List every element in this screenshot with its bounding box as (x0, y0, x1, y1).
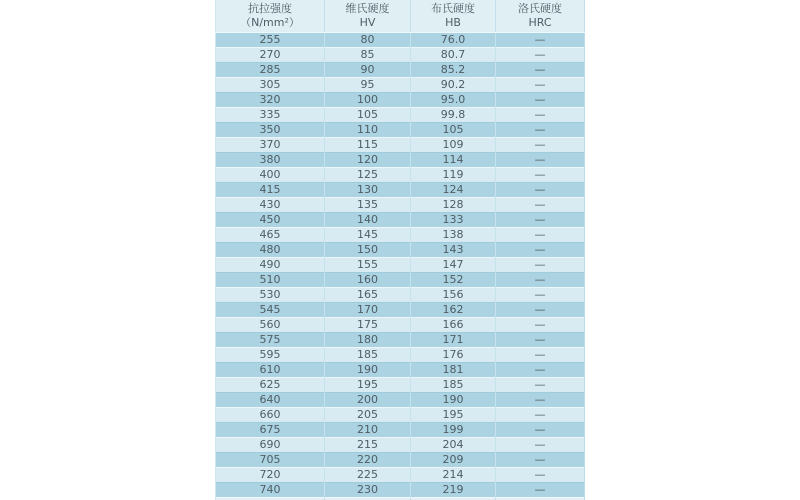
column-header-brinell-hb (411, 0, 496, 33)
table-cell: 85 (325, 48, 411, 63)
column-title: 布氏硬度 (431, 2, 475, 15)
table-row (216, 288, 585, 303)
table-cell: 162 (411, 303, 496, 318)
table-row (216, 228, 585, 243)
table-cell: 147 (411, 258, 496, 273)
table-cell: 175 (325, 318, 411, 333)
table-row (216, 303, 585, 318)
table-cell: 510 (216, 273, 325, 288)
table-cell: 138 (411, 228, 496, 243)
table-cell: 135 (325, 198, 411, 213)
table-cell: 80.7 (411, 48, 496, 63)
table-cell: 530 (216, 288, 325, 303)
table-cell: 195 (325, 378, 411, 393)
table-cell: 675 (216, 423, 325, 438)
table-cell: 130 (325, 183, 411, 198)
table-cell: — (496, 198, 585, 213)
table-cell: — (496, 48, 585, 63)
table-cell: — (496, 438, 585, 453)
table-row (216, 483, 585, 498)
table-cell: 114 (411, 153, 496, 168)
table-cell: 320 (216, 93, 325, 108)
table-row (216, 183, 585, 198)
table-cell: 380 (216, 153, 325, 168)
table-row (216, 108, 585, 123)
table-cell: — (496, 243, 585, 258)
table-cell: 150 (325, 243, 411, 258)
table-cell: 204 (411, 438, 496, 453)
table-cell: 270 (216, 48, 325, 63)
table-cell: 220 (325, 453, 411, 468)
table-cell: 115 (325, 138, 411, 153)
table-cell: 595 (216, 348, 325, 363)
table-row (216, 168, 585, 183)
table-cell: 80 (325, 33, 411, 48)
table-cell: 400 (216, 168, 325, 183)
table-cell: 450 (216, 213, 325, 228)
table-cell: 124 (411, 183, 496, 198)
table-row (216, 153, 585, 168)
table-row (216, 318, 585, 333)
table-cell: 119 (411, 168, 496, 183)
table-row (216, 408, 585, 423)
column-unit: （N/mm²） (240, 16, 300, 29)
table-row (216, 48, 585, 63)
table-cell: 120 (325, 153, 411, 168)
table-row (216, 258, 585, 273)
table-cell: — (496, 168, 585, 183)
table-cell: 430 (216, 198, 325, 213)
table-cell: — (496, 453, 585, 468)
table-cell: — (496, 63, 585, 78)
table-cell: 185 (325, 348, 411, 363)
table-row (216, 213, 585, 228)
table-cell: — (496, 213, 585, 228)
column-header-rockwell-hrc (496, 0, 585, 33)
table-cell: 99.8 (411, 108, 496, 123)
table-header-row (216, 0, 585, 33)
column-unit: HRC (528, 16, 552, 29)
table-cell: — (496, 348, 585, 363)
table-cell: — (496, 423, 585, 438)
table-cell: 128 (411, 198, 496, 213)
table-cell: — (496, 33, 585, 48)
table-cell: 90.2 (411, 78, 496, 93)
table-cell: — (496, 138, 585, 153)
table-row (216, 423, 585, 438)
table-cell: 350 (216, 123, 325, 138)
column-header-tensile-strength (216, 0, 325, 33)
table-cell: 176 (411, 348, 496, 363)
table-cell: 660 (216, 408, 325, 423)
table-cell: 490 (216, 258, 325, 273)
table-row (216, 123, 585, 138)
table-row (216, 363, 585, 378)
table-cell: 205 (325, 408, 411, 423)
table-cell: 640 (216, 393, 325, 408)
table-cell: 160 (325, 273, 411, 288)
table-cell: — (496, 408, 585, 423)
column-title: 洛氏硬度 (518, 2, 562, 15)
table-cell: 181 (411, 363, 496, 378)
table-cell: — (496, 183, 585, 198)
table-row (216, 243, 585, 258)
hardness-conversion-table (215, 0, 585, 500)
table-cell: 705 (216, 453, 325, 468)
table-cell: 170 (325, 303, 411, 318)
column-header-vickers-hv (325, 0, 411, 33)
table-cell: — (496, 333, 585, 348)
table-cell: — (496, 108, 585, 123)
table-cell: 190 (411, 393, 496, 408)
column-unit: HB (445, 16, 461, 29)
table-cell: 690 (216, 438, 325, 453)
table-cell: 575 (216, 333, 325, 348)
table-row (216, 273, 585, 288)
table-cell: 230 (325, 483, 411, 498)
table-cell: 100 (325, 93, 411, 108)
table-cell: 85.2 (411, 63, 496, 78)
table-cell: 560 (216, 318, 325, 333)
table-cell: 215 (325, 438, 411, 453)
table-cell: — (496, 378, 585, 393)
table-cell: 145 (325, 228, 411, 243)
table-row (216, 198, 585, 213)
table-cell: — (496, 393, 585, 408)
table-cell: 285 (216, 63, 325, 78)
table-row (216, 438, 585, 453)
table-cell: — (496, 483, 585, 498)
table-cell: 480 (216, 243, 325, 258)
table-cell: — (496, 123, 585, 138)
table-cell: 185 (411, 378, 496, 393)
table-row (216, 393, 585, 408)
table-cell: 105 (411, 123, 496, 138)
table-cell: 255 (216, 33, 325, 48)
table-cell: 125 (325, 168, 411, 183)
table-cell: — (496, 153, 585, 168)
table-cell: — (496, 468, 585, 483)
table-cell: 133 (411, 213, 496, 228)
table-row (216, 453, 585, 468)
column-unit: HV (359, 16, 376, 29)
table-row (216, 33, 585, 48)
table-cell: — (496, 318, 585, 333)
table-cell: 210 (325, 423, 411, 438)
table-row (216, 93, 585, 108)
table-row (216, 378, 585, 393)
table-cell: — (496, 363, 585, 378)
table-cell: — (496, 288, 585, 303)
table-cell: 109 (411, 138, 496, 153)
table-cell: 155 (325, 258, 411, 273)
table-cell: 95 (325, 78, 411, 93)
table-cell: — (496, 93, 585, 108)
column-title: 维氏硬度 (345, 2, 390, 15)
table-cell: 90 (325, 63, 411, 78)
table-cell: 305 (216, 78, 325, 93)
table-cell: 219 (411, 483, 496, 498)
table-cell: 199 (411, 423, 496, 438)
table-row (216, 468, 585, 483)
table-cell: 545 (216, 303, 325, 318)
table-cell: 165 (325, 288, 411, 303)
table-cell: 110 (325, 123, 411, 138)
table-row (216, 348, 585, 363)
table-row (216, 333, 585, 348)
table-cell: 195 (411, 408, 496, 423)
table-cell: 143 (411, 243, 496, 258)
table-cell: 95.0 (411, 93, 496, 108)
table-cell: 200 (325, 393, 411, 408)
table-cell: 225 (325, 468, 411, 483)
table-cell: 415 (216, 183, 325, 198)
table-cell: 76.0 (411, 33, 496, 48)
column-title: 抗拉强度 (248, 2, 292, 15)
table-cell: 180 (325, 333, 411, 348)
table-cell: 190 (325, 363, 411, 378)
table-cell: 625 (216, 378, 325, 393)
table-cell: — (496, 78, 585, 93)
table-cell: 740 (216, 483, 325, 498)
table-row (216, 78, 585, 93)
table-cell: — (496, 258, 585, 273)
table-cell: 465 (216, 228, 325, 243)
table-cell: 214 (411, 468, 496, 483)
table-cell: 156 (411, 288, 496, 303)
table-cell: 166 (411, 318, 496, 333)
table-cell: 209 (411, 453, 496, 468)
table-cell: 370 (216, 138, 325, 153)
table-cell: 152 (411, 273, 496, 288)
table-row (216, 63, 585, 78)
table-cell: — (496, 228, 585, 243)
table-cell: 105 (325, 108, 411, 123)
table-cell: — (496, 273, 585, 288)
table-cell: 335 (216, 108, 325, 123)
table-cell: 720 (216, 468, 325, 483)
table-cell: 171 (411, 333, 496, 348)
table-cell: 610 (216, 363, 325, 378)
table-cell: — (496, 303, 585, 318)
table-cell: 140 (325, 213, 411, 228)
table-row (216, 138, 585, 153)
